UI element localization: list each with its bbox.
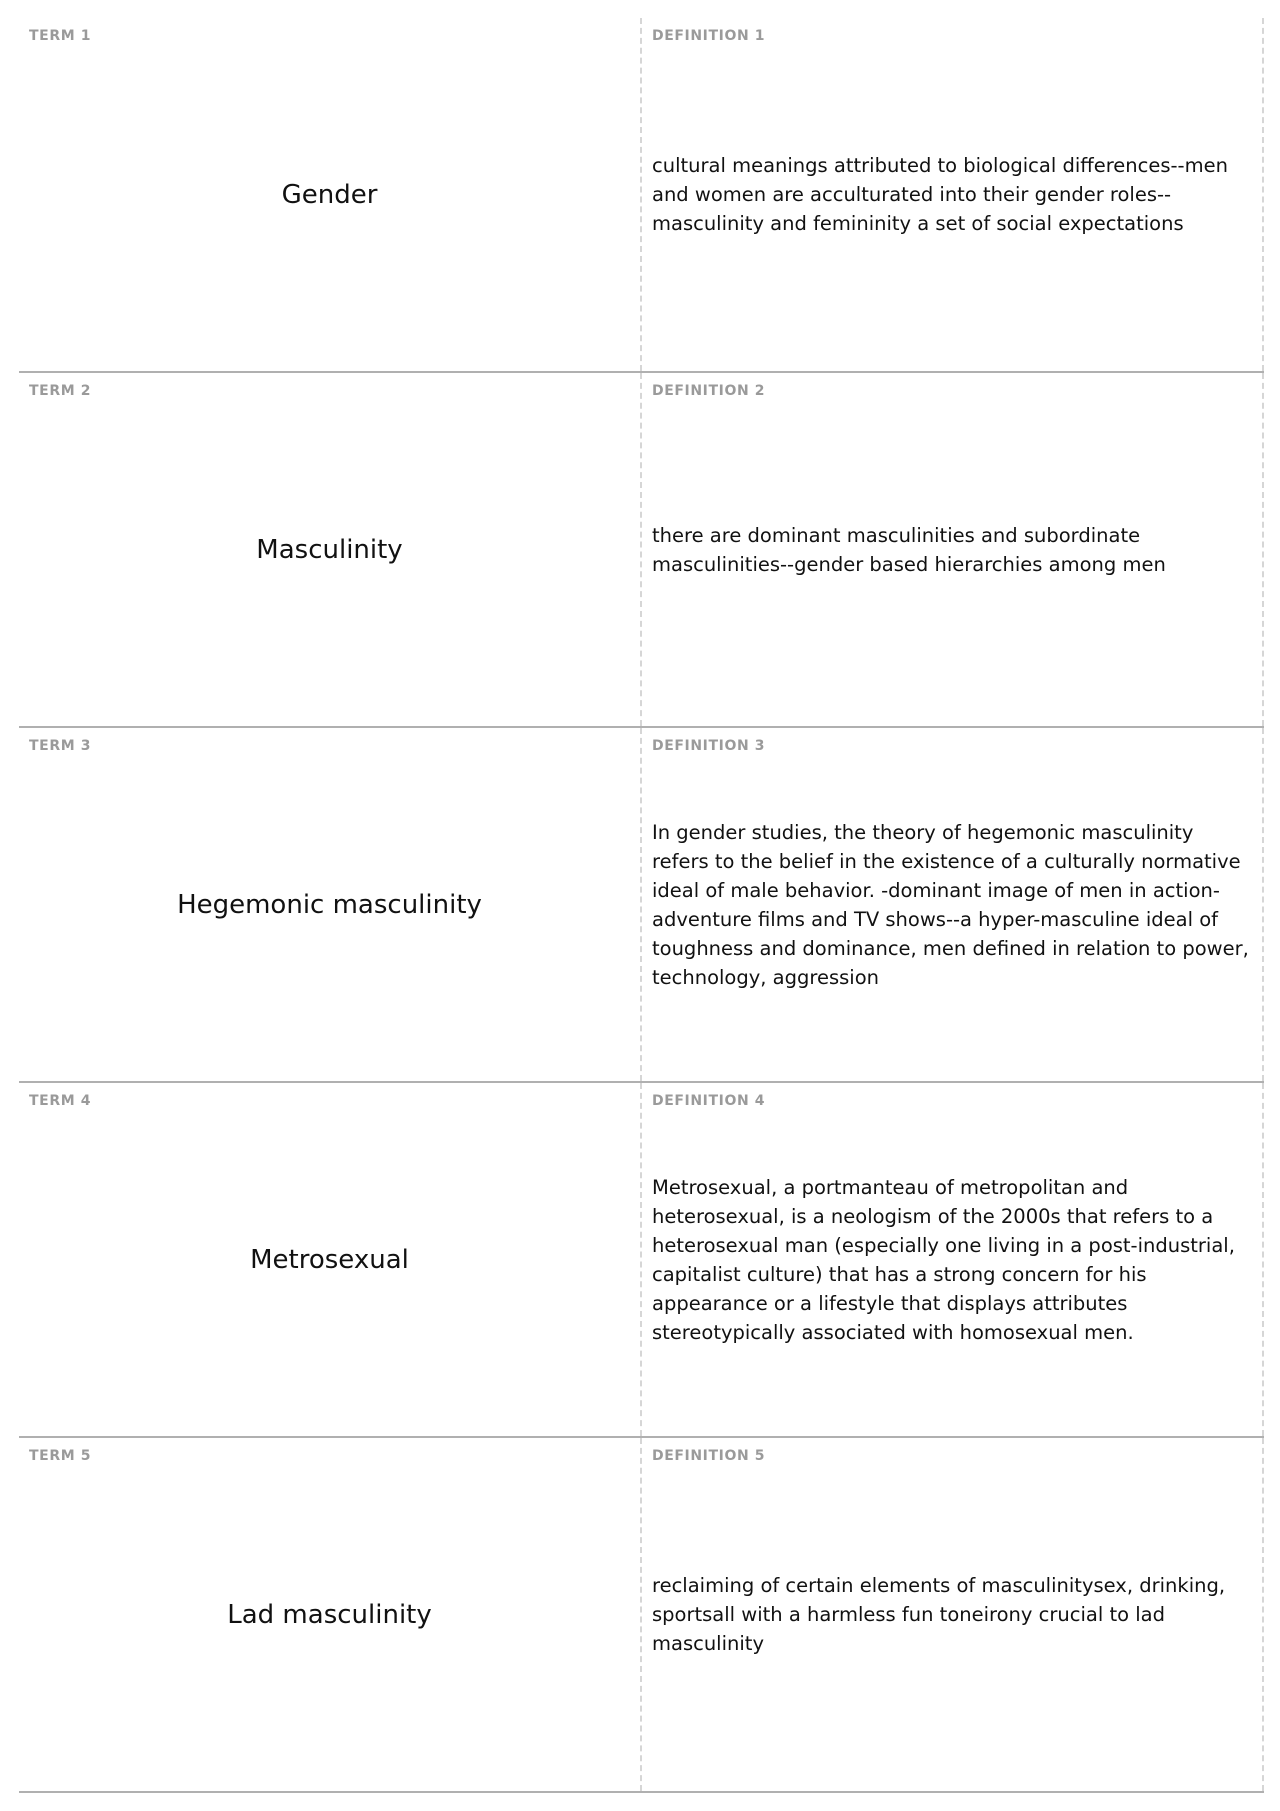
definition-text: cultural meanings attributed to biological differences--men and women are acculturated into their gender roles--masculinity and femininity a set of social expectations [652, 154, 1228, 235]
definition-cell [642, 728, 1264, 1081]
definition-cell [642, 1083, 1264, 1436]
definition-text: reclaiming of certain elements of masculinitysex, drinking, sportsall with a harmless fun toneirony crucial to lad masculinity [652, 1574, 1226, 1655]
term-cell [19, 728, 642, 1081]
definition-label: DEFINITION 4 [652, 1093, 766, 1109]
definition-text: there are dominant masculinities and subordinate masculinities--gender based hierarchies among men [652, 523, 1166, 576]
term-text: Lad masculinity [227, 1599, 432, 1630]
definition-text-container [652, 1083, 1256, 1436]
definition-label: DEFINITION 1 [652, 28, 766, 44]
definition-text-container [652, 18, 1256, 371]
term-cell [19, 18, 642, 371]
definition-text-container [652, 373, 1256, 726]
definition-text-container [652, 1438, 1256, 1791]
term-cell [19, 1083, 642, 1436]
definition-cell [642, 373, 1264, 726]
definition-label: DEFINITION 3 [652, 738, 766, 754]
flashcard-row-4 [19, 1083, 1264, 1438]
flashcard-row-1 [19, 18, 1264, 373]
term-text: Masculinity [256, 534, 403, 565]
term-label: TERM 4 [29, 1093, 92, 1109]
term-cell [19, 1438, 642, 1791]
term-label: TERM 5 [29, 1448, 92, 1464]
term-text: Hegemonic masculinity [177, 889, 482, 920]
definition-label: DEFINITION 2 [652, 383, 766, 399]
definition-label: DEFINITION 5 [652, 1448, 766, 1464]
flashcard-row-5 [19, 1438, 1264, 1793]
definition-text-container [652, 728, 1256, 1081]
definition-text: In gender studies, the theory of hegemonic masculinity refers to the belief in the existence of a culturally normative ideal of male behavior. -dominant image of men in action-adventure films and TV shows--a hyper-masculine ideal of toughness and dominance, men defined in relation to power, technology, aggression [652, 820, 1249, 989]
term-text: Metrosexual [250, 1244, 409, 1275]
term-label: TERM 2 [29, 383, 92, 399]
definition-cell [642, 1438, 1264, 1791]
flashcard-sheet [19, 18, 1264, 1793]
definition-text: Metrosexual, a portmanteau of metropolitan and heterosexual, is a neologism of the 2000s that refers to a heterosexual man (especially one living in a post-industrial, capitalist culture) that has a strong concern for his appearance or a lifestyle that displays attributes stereotypically associated with homosexual men. [652, 1175, 1235, 1344]
flashcard-row-2 [19, 373, 1264, 728]
term-cell [19, 373, 642, 726]
term-label: TERM 1 [29, 28, 92, 44]
definition-cell [642, 18, 1264, 371]
term-text: Gender [281, 179, 378, 210]
flashcard-row-3 [19, 728, 1264, 1083]
term-label: TERM 3 [29, 738, 92, 754]
